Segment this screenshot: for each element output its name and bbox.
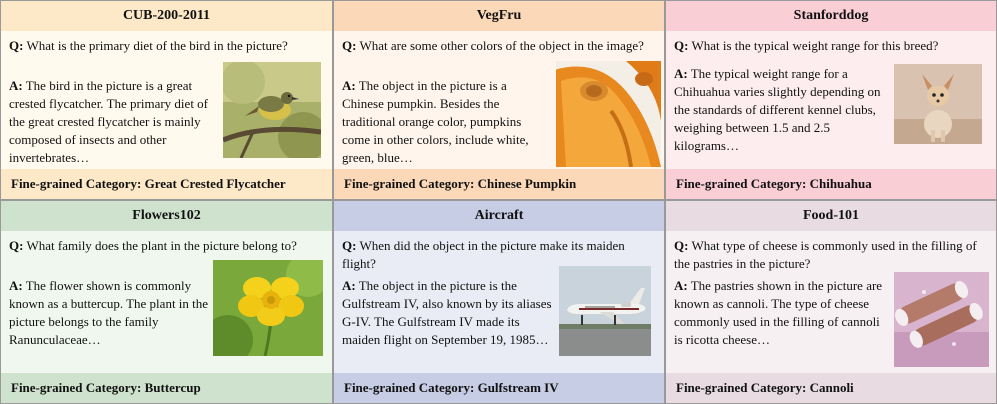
question [674, 37, 990, 55]
question [674, 237, 990, 273]
category-bar [334, 373, 664, 403]
flower-photo [213, 260, 323, 356]
panel-aircraft [333, 200, 665, 404]
answer-text: The flower shown is commonly known as a buttercup. The plant in the picture belongs to the family Ranunculaceae… [9, 278, 209, 347]
category-bar [1, 373, 332, 403]
panel-body [1, 231, 332, 373]
panel-title: VegFru [334, 1, 664, 31]
bird-photo [223, 62, 321, 158]
question-label: Q: [674, 238, 689, 253]
panel-title: Stanforddog [666, 1, 996, 31]
question-text: What family does the plant in the picture belong to? [26, 238, 297, 253]
answer [674, 277, 884, 349]
panel-stanforddog [665, 0, 997, 200]
answer-text: The object in the picture is a Chinese pumpkin. Besides the traditional orange color, pumpkins come in other colors, include white, green, blue… [342, 78, 529, 165]
question [9, 37, 326, 55]
question-label: Q: [342, 238, 357, 253]
panel-title: Aircraft [334, 201, 664, 231]
category-bar [666, 373, 996, 403]
panel-title: Flowers102 [1, 201, 332, 231]
category-label: Fine-grained Category: [11, 176, 142, 191]
answer [9, 77, 214, 167]
answer [674, 65, 884, 155]
category-bar [1, 169, 332, 199]
panel-title: CUB-200-2011 [1, 1, 332, 31]
answer-label: A: [342, 278, 356, 293]
category-label: Fine-grained Category: [676, 380, 807, 395]
category-value: Cannoli [809, 380, 854, 395]
answer-label: A: [9, 78, 23, 93]
question-text: What are some other colors of the object in the image? [359, 38, 644, 53]
panel-body [1, 31, 332, 169]
pumpkin-photo [556, 61, 661, 167]
panel-flowers102 [0, 200, 333, 404]
category-label: Fine-grained Category: [676, 176, 807, 191]
question-label: Q: [674, 38, 689, 53]
answer [342, 277, 552, 349]
category-value: Chinese Pumpkin [477, 176, 577, 191]
panel-body [334, 31, 664, 169]
question-text: When did the object in the picture make its maiden flight? [342, 238, 625, 271]
answer-text: The pastries shown in the picture are known as cannoli. The type of cheese commonly used in the filling of cannoli is ricotta cheese… [674, 278, 883, 347]
category-bar [666, 169, 996, 199]
airplane-photo [559, 266, 651, 356]
answer-text: The object in the picture is the Gulfstream IV, also known by its aliases G-IV. The Gulfstream IV made its maiden flight on September 19, 1985… [342, 278, 552, 347]
panel-vegfru [333, 0, 665, 200]
question [342, 37, 658, 55]
answer-label: A: [342, 78, 356, 93]
panel-body [666, 231, 996, 373]
question-label: Q: [342, 38, 357, 53]
category-value: Great Crested Flycatcher [144, 176, 286, 191]
category-value: Buttercup [144, 380, 201, 395]
panel-food101 [665, 200, 997, 404]
answer-label: A: [674, 278, 688, 293]
category-label: Fine-grained Category: [344, 176, 475, 191]
question-text: What type of cheese is commonly used in the filling of the pastries in the picture? [674, 238, 977, 271]
dog-photo [894, 64, 982, 144]
category-value: Chihuahua [809, 176, 872, 191]
panel-body [666, 31, 996, 169]
answer [342, 77, 547, 167]
answer [9, 277, 209, 349]
panel-body [334, 231, 664, 373]
question-text: What is the primary diet of the bird in the picture? [26, 38, 288, 53]
answer-label: A: [674, 66, 688, 81]
panel-cub [0, 0, 333, 200]
cannoli-photo [894, 272, 989, 367]
category-bar [334, 169, 664, 199]
answer-text: The bird in the picture is a great crested flycatcher. The primary diet of the great crested flycatcher is mainly composed of insects and other invertebrates… [9, 78, 209, 165]
category-label: Fine-grained Category: [344, 380, 475, 395]
category-value: Gulfstream IV [477, 380, 559, 395]
category-label: Fine-grained Category: [11, 380, 142, 395]
answer-text: The typical weight range for a Chihuahua varies slightly depending on the standards of different kennel clubs, weighing between 1.5 and 2.5 kilograms… [674, 66, 881, 153]
question-label: Q: [9, 38, 24, 53]
question-label: Q: [9, 238, 24, 253]
question-text: What is the typical weight range for this breed? [691, 38, 939, 53]
answer-label: A: [9, 278, 23, 293]
panel-title: Food-101 [666, 201, 996, 231]
question [9, 237, 326, 255]
